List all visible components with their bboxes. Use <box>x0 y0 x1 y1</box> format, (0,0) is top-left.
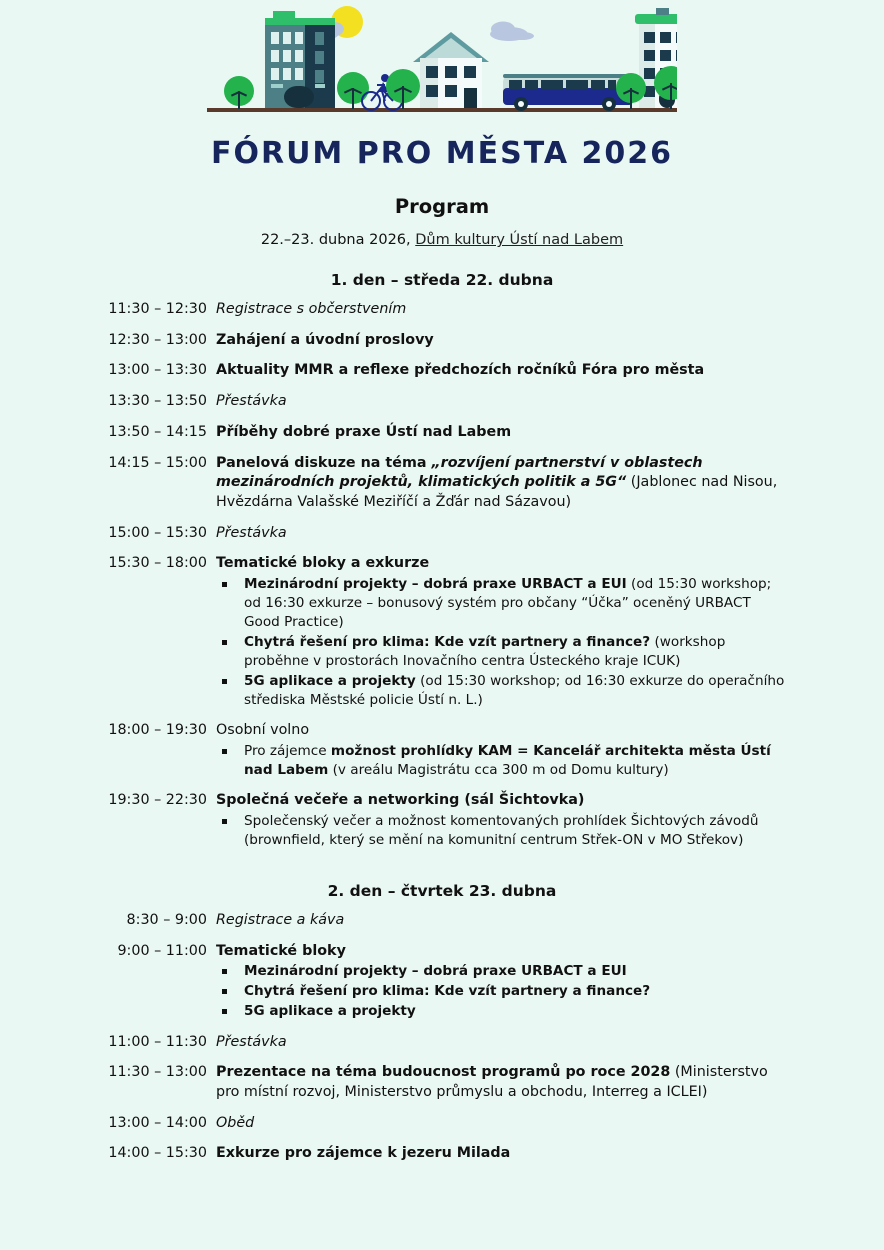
text-bold: Společná večeře a networking (sál Šichtovka) <box>216 792 585 809</box>
schedule-sublist-item <box>216 1002 787 1021</box>
text-italic: Registrace a káva <box>216 911 345 928</box>
text-bold-italic: „rozvíjení partnerství v oblastech mezinárodních projektů, klimatických politik a 5G“ <box>216 454 703 491</box>
schedule-description <box>207 361 787 381</box>
schedule-row <box>105 721 787 780</box>
event-date: 22.–23. dubna 2026, <box>260 232 416 248</box>
schedule-time: 8:30 – 9:00 <box>126 911 207 928</box>
schedule-description <box>207 942 787 1022</box>
text-bold: Chytrá řešení pro klima: Kde vzít partnery a finance? <box>244 983 651 1000</box>
schedule-sublist <box>216 575 787 710</box>
schedule-row <box>105 454 787 513</box>
schedule-sublist-item <box>216 575 787 632</box>
venue-link[interactable]: Dům kultury Ústí nad Labem <box>415 232 624 248</box>
schedule-container <box>0 271 884 1164</box>
text-italic: Registrace s občerstvením <box>216 301 407 317</box>
schedule-row <box>105 791 787 850</box>
schedule-description <box>207 392 787 412</box>
schedule-sublist <box>216 812 787 850</box>
schedule-row <box>105 911 787 931</box>
text-bold: Tematické bloky <box>216 942 346 959</box>
banner-illustration <box>0 0 884 133</box>
schedule-time: 9:00 – 11:00 <box>117 942 207 959</box>
house-icon <box>413 32 489 108</box>
text-bold: Mezinárodní projekty – dobrá praxe URBACT a EUI <box>244 576 627 593</box>
schedule-time: 13:00 – 14:00 <box>108 1114 207 1131</box>
schedule-row <box>105 331 787 351</box>
schedule-sublist-item <box>216 812 787 850</box>
cloud-icon <box>490 22 534 42</box>
schedule-time: 11:30 – 12:30 <box>108 301 207 317</box>
schedule-description <box>207 423 787 443</box>
text-normal: (v areálu Magistrátu cca 300 m od Domu kultury) <box>328 762 669 779</box>
schedule-row <box>105 554 787 710</box>
text-bold: 5G aplikace a projekty <box>244 1003 416 1020</box>
schedule-description <box>207 911 787 931</box>
text-normal: (Jablonec nad Nisou, Hvězdárna Valašské Meziříčí a Žďár nad Sázavou) <box>216 474 778 511</box>
text-normal: Pro zájemce <box>244 743 331 760</box>
schedule-description <box>207 721 787 780</box>
schedule-time: 15:00 – 15:30 <box>108 524 207 541</box>
text-italic: Přestávka <box>216 1033 287 1050</box>
office-building-icon <box>265 11 335 108</box>
text-normal: (Ministerstvo pro místní rozvoj, Ministerstvo průmyslu a obchodu, Interreg a ICLEI) <box>216 1064 768 1100</box>
text-bold: Příběhy dobré praxe Ústí nad Labem <box>216 423 512 440</box>
event-date-venue <box>0 232 884 248</box>
bus-icon <box>503 74 633 111</box>
schedule-description <box>207 1063 787 1102</box>
text-bold: Panelová diskuze na téma <box>216 454 432 471</box>
schedule-description <box>207 1144 787 1164</box>
text-normal: Osobní volno <box>216 722 310 739</box>
schedule-row <box>105 1033 787 1053</box>
schedule-time: 13:30 – 13:50 <box>108 393 207 410</box>
schedule-row <box>105 392 787 412</box>
text-bold: možnost prohlídky KAM = Kancelář architekta města Ústí nad Labem <box>244 743 771 779</box>
text-italic: Přestávka <box>216 524 287 541</box>
schedule-time: 12:30 – 13:00 <box>108 331 207 348</box>
schedule-row <box>105 942 787 1022</box>
text-italic: Přestávka <box>216 393 287 410</box>
schedule-time: 11:00 – 11:30 <box>108 1033 207 1050</box>
tree-icon <box>337 72 369 109</box>
text-normal: (od 15:30 workshop; od 16:30 exkurze do operačního střediska Městské policie Ústí n. L.) <box>244 673 785 709</box>
tree-icon <box>224 76 254 109</box>
text-bold: Exkurze pro zájemce k jezeru Milada <box>216 1145 511 1162</box>
day-heading: 2. den – čtvrtek 23. dubna <box>327 881 557 900</box>
schedule-sublist <box>216 742 787 780</box>
schedule-row <box>105 300 787 320</box>
text-bold: Tematické bloky a exkurze <box>216 555 430 572</box>
text-normal: Společenský večer a možnost komentovaných prohlídek Šichtových závodů (brownfield, který se mění na komunitní centrum Střek-ON v MO Střekov) <box>244 812 759 848</box>
tree-icon <box>386 69 420 109</box>
schedule-sublist-item <box>216 633 787 671</box>
text-bold: Mezinárodní projekty – dobrá praxe URBACT a EUI <box>244 963 627 980</box>
page-title: Program <box>394 195 490 218</box>
schedule-sublist <box>216 962 787 1021</box>
text-bold: Aktuality MMR a reflexe předchozích ročníků Fóra pro města <box>216 362 705 379</box>
schedule-description <box>207 524 787 544</box>
schedule-time: 13:50 – 14:15 <box>108 423 207 440</box>
schedule-description <box>207 1114 787 1134</box>
schedule-description <box>207 331 787 351</box>
schedule-description <box>207 554 787 710</box>
schedule-time: 14:15 – 15:00 <box>108 454 207 471</box>
schedule-time: 14:00 – 15:30 <box>108 1145 207 1162</box>
schedule-description <box>207 1033 787 1053</box>
schedule-row <box>105 361 787 381</box>
schedule-time: 13:00 – 13:30 <box>108 362 207 379</box>
schedule-row <box>105 1114 787 1134</box>
text-bold: 5G aplikace a projekty <box>244 673 416 690</box>
text-normal: (workshop proběhne v prostorách Inovačního centra Ústeckého kraje ICUK) <box>244 634 726 670</box>
day-schedule <box>97 911 787 1164</box>
schedule-sublist-item <box>216 672 787 710</box>
schedule-time: 15:30 – 18:00 <box>108 555 207 572</box>
schedule-description <box>207 791 787 850</box>
schedule-time: 19:30 – 22:30 <box>108 792 207 809</box>
schedule-row <box>105 1063 787 1102</box>
day-heading: 1. den – středa 22. dubna <box>330 271 554 289</box>
text-italic: Oběd <box>216 1114 255 1131</box>
schedule-sublist-item <box>216 962 787 981</box>
schedule-sublist-item <box>216 982 787 1001</box>
text-bold: Prezentace na téma budoucnost programů po roce 2028 <box>216 1064 671 1081</box>
text-bold: Chytrá řešení pro klima: Kde vzít partnery a finance? <box>244 634 651 651</box>
day-schedule <box>97 300 787 850</box>
text-normal: (od 15:30 workshop; od 16:30 exkurze – bonusový systém pro občany “Účka” oceněný URBACT Good Practice) <box>244 576 772 631</box>
schedule-description <box>207 454 787 513</box>
schedule-row <box>105 524 787 544</box>
city-skyline-illustration <box>207 0 677 130</box>
schedule-sublist-item <box>216 742 787 780</box>
schedule-row <box>105 1144 787 1164</box>
schedule-description <box>207 300 787 320</box>
schedule-row <box>105 423 787 443</box>
schedule-time: 11:30 – 13:00 <box>108 1064 207 1081</box>
schedule-time: 18:00 – 19:30 <box>108 722 207 739</box>
text-bold: Zahájení a úvodní proslovy <box>216 331 434 348</box>
brand-title: FÓRUM PRO MĚSTA 2026 <box>210 136 674 171</box>
